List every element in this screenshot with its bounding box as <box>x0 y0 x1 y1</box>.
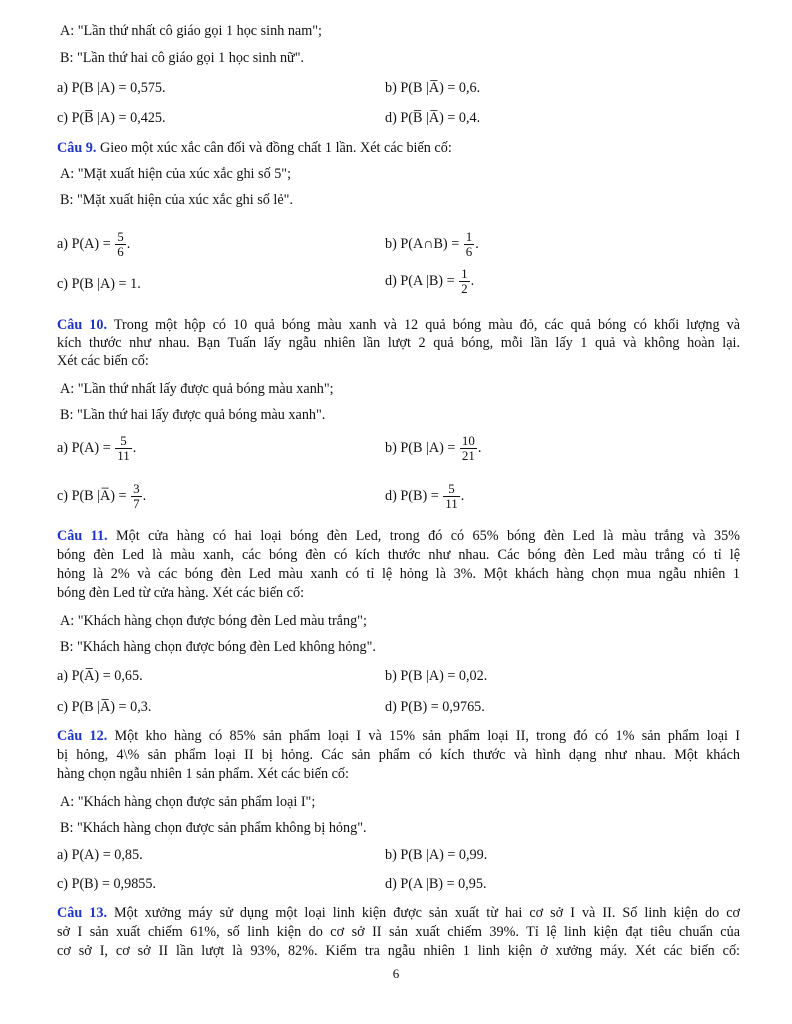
option-d: d) P(B̅ |A̅) = 0,4. <box>385 110 481 126</box>
option-c: c) P(B̅ |A) = 0,425. <box>57 110 166 126</box>
option-a: a) P(A) = $\frac{5}{6}$ . <box>57 229 131 259</box>
question-label: Câu 11. <box>57 528 108 544</box>
page-number: 6 <box>392 966 400 981</box>
event-a: A: "Lần thứ nhất cô giáo gọi 1 học sinh nam"; <box>60 23 322 39</box>
question-label: Câu 13. <box>57 905 107 921</box>
option-d: d) P(A |B) = $\frac{1}{2}$ . <box>385 266 475 296</box>
fraction: $\frac{1}{2}$ <box>461 266 468 296</box>
option-row <box>57 875 740 893</box>
event-b: B: "Khách hàng chọn được bóng đèn Led không hỏng". <box>60 639 376 655</box>
question-text: hỏng là 2% và các bóng đèn Led màu xanh có tỉ lệ hỏng là 3%. Một khách hàng chọn mua ngẫu nhiên 1 <box>57 566 740 582</box>
option-c: c) P(B |A̅) = $\frac{3}{7}$ . <box>57 481 147 511</box>
question-text: hàng chọn ngẫu nhiên 1 sản phẩm. Xét các biến cố: <box>57 766 349 782</box>
fraction: $\frac{5}{11}$ <box>117 433 130 463</box>
question-13 <box>57 904 740 922</box>
question-text: Một cửa hàng có hai loại bóng đèn Led, trong đó có 65% bóng đèn Led là màu trắng và 35% <box>116 528 741 544</box>
question-text: Một kho hàng có 85% sản phẩm loại I và 15% sản phẩm loại II, trong đó có 1% sản phẩm loại I <box>114 728 740 744</box>
event-b: B: "Lần thứ hai lấy được quả bóng màu xanh". <box>60 407 326 423</box>
option-row <box>57 480 740 518</box>
option-row <box>57 79 740 97</box>
question-text: Gieo một xúc xắc cân đối và đồng chất 1 lần. Xét các biến cố: <box>99 140 452 156</box>
option-a: a) P(B |A) = 0,575. <box>57 80 166 96</box>
question-label: Câu 12. <box>57 728 108 744</box>
event-b: B: "Lần thứ hai cô giáo gọi 1 học sinh nữ". <box>60 50 305 66</box>
option-d: d) P(B) = $\frac{5}{11}$ . <box>385 481 465 511</box>
option-row <box>57 667 740 685</box>
event-a: A: "Khách hàng chọn được bóng đèn Led màu trắng"; <box>60 613 367 629</box>
option-a: a) P(A) = $\frac{5}{11}$ . <box>57 433 137 463</box>
option-a: a) P(A̅) = 0,65. <box>57 668 143 684</box>
fraction: $\frac{5}{6}$ <box>117 229 124 259</box>
question-text: cơ sở I, cơ sở II lần lượt là 93%, 82%. Kiểm tra ngẫu nhiên 1 linh kiện ở xưởng máy. Xét các biến cố: <box>57 943 740 959</box>
event-b: B: "Mặt xuất hiện của xúc xắc ghi số lẻ". <box>60 192 294 208</box>
question-9 <box>57 139 740 157</box>
option-b: b) P(A∩B) = $\frac{1}{6}$ . <box>385 229 479 259</box>
question-12 <box>57 727 740 745</box>
question-10 <box>57 316 740 334</box>
event-a: A: "Mặt xuất hiện của xúc xắc ghi số 5"; <box>60 166 292 182</box>
option-row <box>57 432 740 470</box>
event-b: B: "Khách hàng chọn được sản phẩm không bị hỏng". <box>60 820 367 836</box>
option-b: b) P(B |A̅) = 0,6. <box>385 80 481 96</box>
option-row <box>57 221 740 257</box>
fraction: $\frac{5}{11}$ <box>445 481 458 511</box>
option-row <box>57 846 740 864</box>
option-c: c) P(B) = 0,9855. <box>57 876 157 892</box>
fraction: $\frac{10}{21}$ <box>461 433 475 463</box>
question-text: bóng đèn Led từ cửa hàng. Xét các biến cố: <box>57 585 305 601</box>
option-row <box>57 698 740 716</box>
option-c: c) P(B |A) = 1. <box>57 276 141 292</box>
question-text: Một xưởng máy sử dụng một loại linh kiện được sản xuất từ hai cơ sở I và II. Số linh kiện do cơ <box>114 905 740 921</box>
fraction: $\frac{3}{7}$ <box>133 481 140 511</box>
question-11 <box>57 527 740 545</box>
question-label: Câu 9. <box>57 140 97 156</box>
option-row <box>57 109 740 127</box>
question-label: Câu 10. <box>57 317 108 333</box>
option-d: d) P(A |B) = 0,95. <box>385 876 487 892</box>
event-a: A: "Khách hàng chọn được sản phẩm loại I"; <box>60 794 316 810</box>
option-d: d) P(B) = 0,9765. <box>385 699 485 715</box>
question-text: sở I sản xuất chiếm 61%, số linh kiện do cơ sở II sản xuất chiếm 39%. Tỉ lệ linh kiện đạt tiêu chuẩn của <box>57 924 740 940</box>
question-text: kích thước như nhau. Bạn Tuấn lấy ngẫu nhiên lần lượt 2 quả bóng, mỗi lần lấy 1 quả và không hoàn lại. <box>57 335 740 351</box>
option-c: c) P(B |A̅) = 0,3. <box>57 699 152 715</box>
question-text: Trong một hộp có 10 quả bóng màu xanh và 12 quả bóng màu đỏ, các quả bóng có khối lượng và <box>113 317 741 333</box>
option-b: b) P(B |A) = 0,99. <box>385 847 488 863</box>
question-text: bóng đèn Led là màu xanh, các bóng đèn có kích thước như nhau. Các bóng đèn Led màu trắng có tỉ lệ <box>57 547 740 563</box>
option-row <box>57 265 740 301</box>
question-text: Xét các biến cố: <box>57 353 149 369</box>
option-a: a) P(A) = 0,85. <box>57 847 143 863</box>
option-b: b) P(B |A) = $\frac{10}{21}$ . <box>385 433 482 463</box>
fraction: $\frac{1}{6}$ <box>465 229 473 259</box>
event-a: A: "Lần thứ nhất lấy được quả bóng màu xanh"; <box>60 381 334 397</box>
option-b: b) P(B |A) = 0,02. <box>385 668 488 684</box>
question-text: bị hỏng, 4\% sản phẩm loại II bị hỏng. Các sản phẩm có kích thước và hình dạng như nhau. Một khách <box>57 747 740 763</box>
